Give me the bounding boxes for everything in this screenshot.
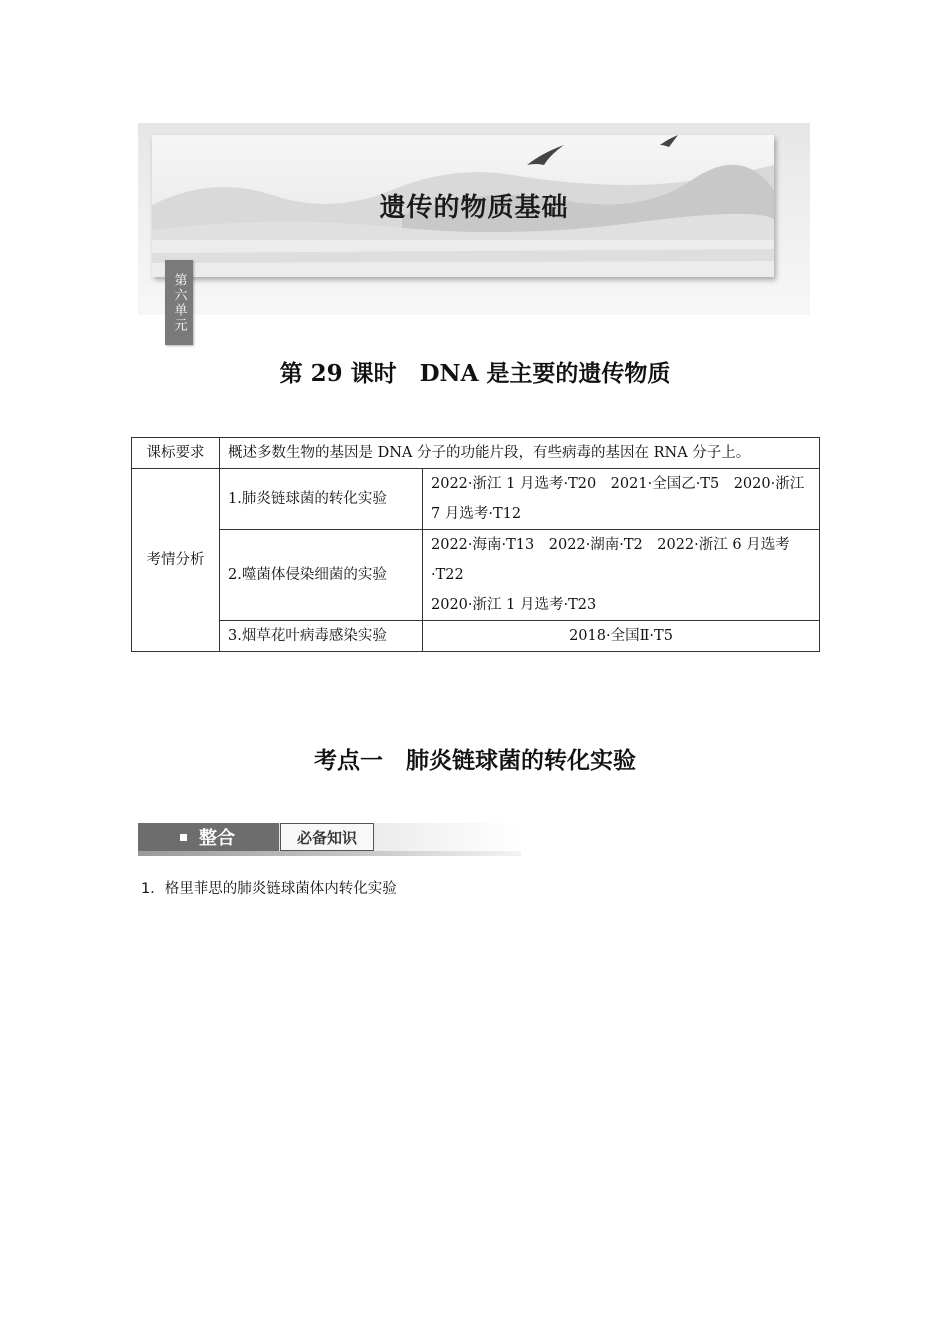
table-header-cell: 考情分析: [132, 469, 220, 652]
table-cell: [423, 530, 820, 621]
table-cell: 2.噬菌体侵染细菌的实验: [220, 530, 423, 621]
exam-list: 2022·海南·T13 2022·湖南·T2 2022·浙江 6 月选考·T22: [431, 537, 790, 583]
table-cell: 3.烟草花叶病毒感染实验: [220, 621, 423, 652]
table-cell: 2022·浙江 1 月选考·T20 2021·全国乙·T5 2020·浙江 7 月选考·T12: [423, 469, 820, 530]
unit-title: 遗传的物质基础: [379, 193, 569, 223]
section-label-bar: [138, 823, 521, 856]
section-title: 考点一 肺炎链球菌的转化实验: [314, 748, 636, 774]
table-row: [132, 530, 820, 621]
square-bullet-icon: [180, 834, 187, 841]
table-cell: 概述多数生物的基因是 DNA 分子的功能片段，有些病毒的基因在 RNA 分子上。: [220, 438, 820, 469]
curriculum-table: [131, 437, 820, 652]
label-dark-text: 整合: [199, 828, 235, 849]
table-row: [132, 438, 820, 469]
label-light: 必备知识: [280, 823, 374, 851]
list-item: 1．格里菲思的肺炎链球菌体内转化实验: [141, 881, 397, 897]
label-underline: [138, 851, 521, 856]
label-dark: [138, 823, 279, 851]
table-cell: 2018·全国Ⅱ·T5: [423, 621, 820, 652]
lesson-title: 第 29 课时 DNA 是主要的遗传物质: [279, 360, 671, 387]
unit-banner: [138, 123, 810, 333]
unit-tag: 第六单元: [165, 260, 193, 345]
table-row: [132, 469, 820, 530]
table-header-cell: 课标要求: [132, 438, 220, 469]
table-cell: 1.肺炎链球菌的转化实验: [220, 469, 423, 530]
exam-list: 2020·浙江 1 月选考·T23: [431, 597, 597, 613]
table-row: [132, 621, 820, 652]
